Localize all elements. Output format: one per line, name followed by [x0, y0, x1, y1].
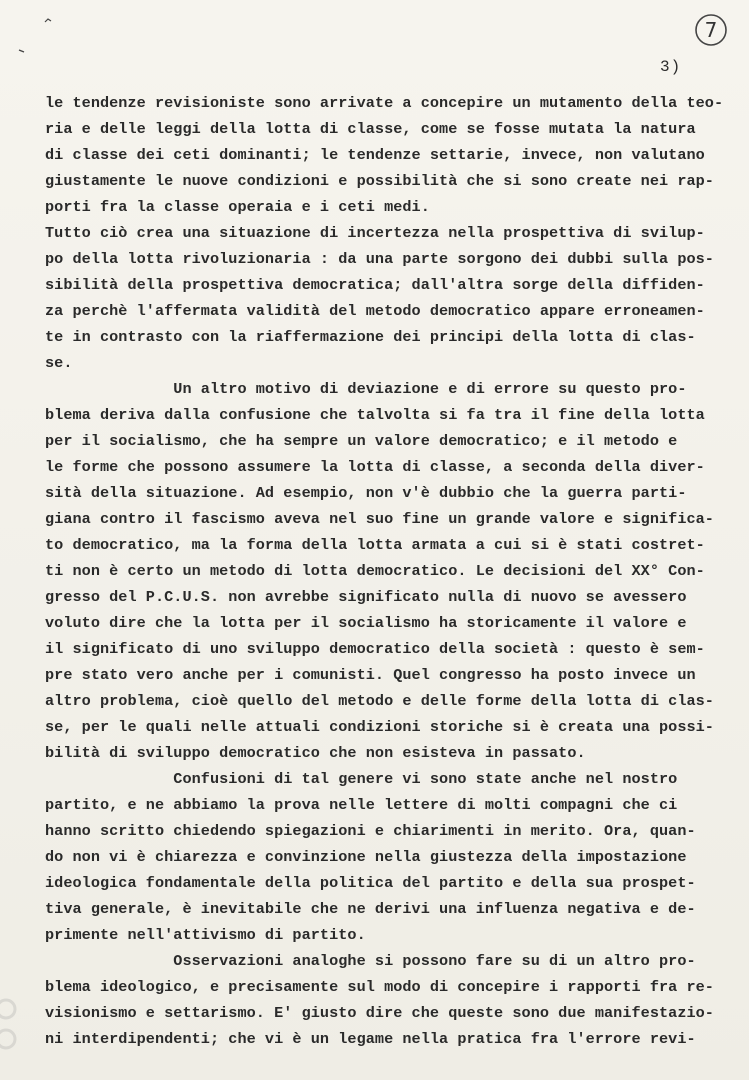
text-line: tiva generale, è inevitabile che ne derivi una influenza negativa e de-: [45, 900, 696, 918]
text-line: Confusioni di tal genere vi sono state anche nel nostro: [45, 770, 678, 788]
watermark-mark: [0, 995, 22, 1055]
text-line: pre stato vero anche per i comunisti. Quel congresso ha posto invece un: [45, 666, 696, 684]
text-line: gresso del P.C.U.S. non avrebbe significato nulla di nuovo se avessero: [45, 588, 687, 606]
text-line: primente nell'attivismo di partito.: [45, 926, 366, 944]
text-line: blema ideologico, e precisamente sul modo di concepire i rapporti fra re-: [45, 978, 714, 996]
text-line: Un altro motivo di deviazione e di errore su questo pro-: [45, 380, 687, 398]
text-line: sibilità della prospettiva democratica; dall'altra sorge della diffiden-: [45, 276, 705, 294]
text-line: le tendenze revisioniste sono arrivate a concepire un mutamento della teo-: [45, 94, 724, 112]
text-line: za perchè l'affermata validità del metodo democratico appare erroneamen-: [45, 302, 705, 320]
text-line: ni interdipendenti; che vi è un legame nella pratica fra l'errore revi-: [45, 1030, 696, 1048]
text-line: partito, e ne abbiamo la prova nelle lettere di molti compagni che ci: [45, 796, 678, 814]
text-line: do non vi è chiarezza e convinzione nella giustezza della impostazione: [45, 848, 687, 866]
text-line: to democratico, ma la forma della lotta armata a cui si è stati costret-: [45, 536, 705, 554]
text-line: Tutto ciò crea una situazione di incertezza nella prospettiva di svilup-: [45, 224, 705, 242]
handwritten-page-number: [693, 12, 729, 48]
text-line: se, per le quali nelle attuali condizioni storiche si è creata una possi-: [45, 718, 714, 736]
text-line: voluto dire che la lotta per il socialismo ha storicamente il valore e: [45, 614, 687, 632]
text-line: di classe dei ceti dominanti; le tendenze settarie, invece, non valutano: [45, 146, 705, 164]
text-line: ria e delle leggi della lotta di classe, come se fosse mutata la natura: [45, 120, 696, 138]
ink-speck-icon: [18, 48, 26, 54]
text-line: ti non è certo un metodo di lotta democratico. Le decisioni del XX° Con-: [45, 562, 705, 580]
text-line: per il socialismo, che ha sempre un valore democratico; e il metodo e: [45, 432, 678, 450]
text-line: sità della situazione. Ad esempio, non v'è dubbio che la guerra parti-: [45, 484, 687, 502]
text-line: visionismo e settarismo. E' giusto dire che queste sono due manifestazio-: [45, 1004, 714, 1022]
typewritten-text-body: [45, 90, 724, 1052]
text-line: te in contrasto con la riaffermazione dei principi della lotta di clas-: [45, 328, 696, 346]
text-line: se.: [45, 354, 73, 372]
text-line: giustamente le nuove condizioni e possibilità che si sono create nei rap-: [45, 172, 714, 190]
page-number: 3): [660, 58, 682, 76]
text-line: po della lotta rivoluzionaria : da una parte sorgono dei dubbi sulla pos-: [45, 250, 714, 268]
text-line: bilità di sviluppo democratico che non esisteva in passato.: [45, 744, 586, 762]
text-line: giana contro il fascismo aveva nel suo fine un grande valore e significa-: [45, 510, 714, 528]
text-line: altro problema, cioè quello del metodo e delle forme della lotta di clas-: [45, 692, 714, 710]
text-line: Osservazioni analoghe si possono fare su di un altro pro-: [45, 952, 696, 970]
text-line: blema deriva dalla confusione che talvolta si fa tra il fine della lotta: [45, 406, 705, 424]
text-line: ideologica fondamentale della politica del partito e della sua prospet-: [45, 874, 696, 892]
text-line: hanno scritto chiedendo spiegazioni e chiarimenti in merito. Ora, quan-: [45, 822, 696, 840]
text-line: il significato di uno sviluppo democratico della società : questo è sem-: [45, 640, 705, 658]
text-line: le forme che possono assumere la lotta di classe, a seconda della diver-: [45, 458, 705, 476]
svg-text:7: 7: [704, 18, 718, 42]
ink-speck-icon: [44, 18, 52, 24]
text-line: porti fra la classe operaia e i ceti medi.: [45, 198, 430, 216]
